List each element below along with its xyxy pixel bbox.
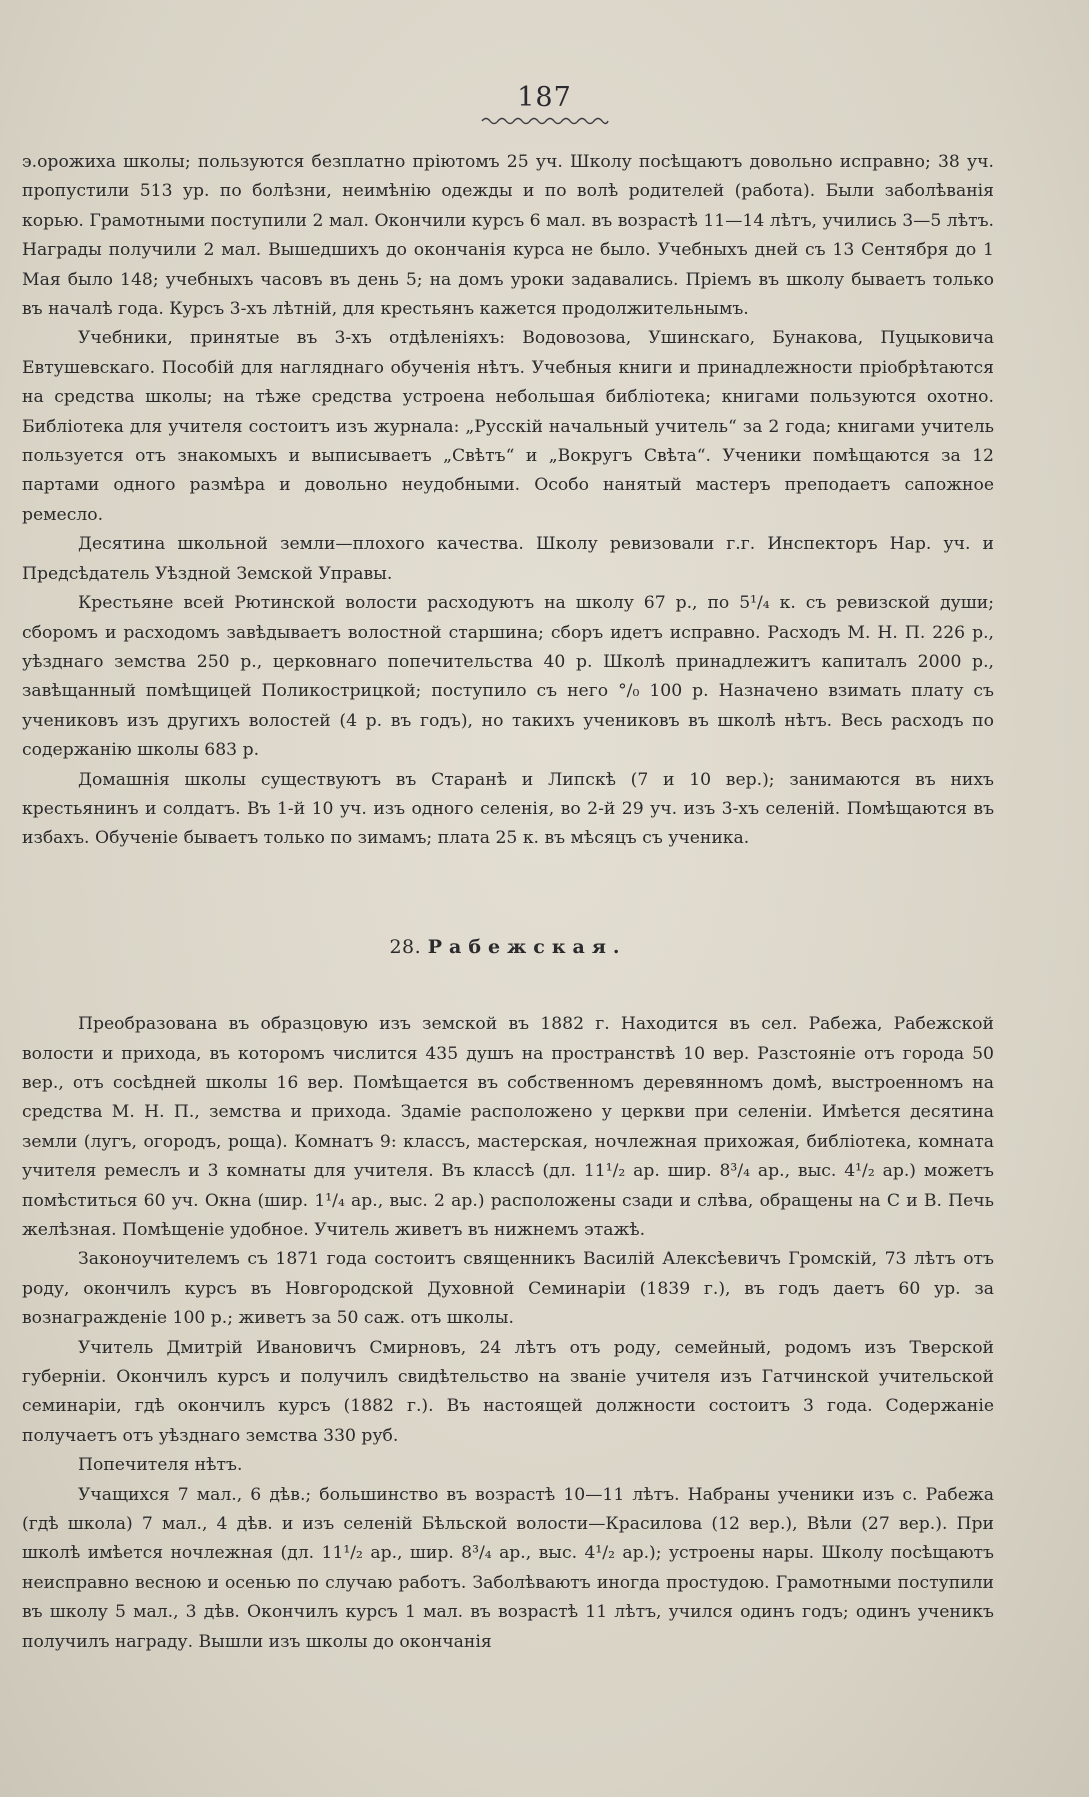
- paragraph: Попечителя нѣтъ.: [78, 1455, 243, 1476]
- text-body: [22, 148, 994, 1657]
- paragraph: Учебники, принятые въ 3-хъ отдѣленіяхъ: Водовозова, Ушинскаго, Бунакова, Пуцыковича Евтушевскаго. Пособій для нагляднаго обученія нѣтъ. Учебныя книги и принадлежности пріобрѣтаются на средства школы; на тѣже средства устроена небольшая библіотека; книгами пользуются охотно. Библіотека для учителя состоитъ изъ журнала: „Русскій начальный учитель“ за 2 года; книгами учитель пользуется отъ знакомыхъ и выписываетъ „Свѣтъ“ и „Вокругъ Свѣта“. Ученики помѣщаются за 12 партами одного размѣра и довольно неудобными. Особо нанятый мастеръ преподаетъ сапожное ремесло.: [22, 328, 994, 525]
- wavy-ornament-icon: [480, 115, 610, 125]
- page-number: 187: [517, 82, 572, 113]
- paragraph: Учащихся 7 мал., 6 дѣв.; большинство въ возрастѣ 10—11 лѣтъ. Набраны ученики изъ с. Рабежа (гдѣ школа) 7 мал., 4 дѣв. и изъ селеній Бѣльской волости—Красилова (12 вер.), Вѣли (27 вер.). При школѣ имѣется ночлежная (дл. 11¹/₂ ар., шир. 8³/₄ ар., выс. 4¹/₂ ар.); устроены нары. Школу посѣщаютъ неисправно весною и осенью по случаю работъ. Заболѣваютъ иногда простудою. Грамотными поступили въ школу 5 мал., 3 дѣв. Окончилъ курсъ 1 мал. въ возрастѣ 11 лѣтъ, учился одинъ годъ; одинъ ученикъ получилъ награду. Вышли изъ школы до окончанія: [22, 1484, 994, 1652]
- section-heading: [22, 933, 994, 962]
- section-number: 28.: [389, 935, 422, 958]
- paragraph: Домашнія школы существуютъ въ Старанѣ и Липскѣ (7 и 10 вер.); занимаются въ нихъ крестьянинъ и солдатъ. Въ 1-й 10 уч. изъ одного селенія, во 2-й 29 уч. изъ 3-хъ селеній. Помѣщаются въ избахъ. Обученіе бываетъ только по зимамъ; плата 25 к. въ мѣсяцъ съ ученика.: [22, 769, 994, 849]
- page-header: [0, 82, 1089, 125]
- paragraph: Крестьяне всей Рютинской волости расходуютъ на школу 67 р., по 5¹/₄ к. съ ревизской души; сборомъ и расходомъ завѣдываетъ волостной старшина; сборъ идетъ исправно. Расходъ М. Н. П. 226 р., уѣзднаго земства 250 р., церковнаго попечительства 40 р. Школѣ принадлежитъ капиталъ 2000 р., завѣщанный помѣщицей Поликострицкой; поступило съ него °/₀ 100 р. Назначено взимать плату съ учениковъ изъ другихъ волостей (4 р. въ годъ), но такихъ учениковъ въ школѣ нѣтъ. Весь расходъ по содержанію школы 683 р.: [22, 593, 994, 761]
- paragraph: Законоучителемъ съ 1871 года состоитъ священникъ Василій Алексѣевичъ Громскій, 73 лѣтъ отъ роду, окончилъ курсъ въ Новгородской Духовной Семинаріи (1839 г.), въ годъ даетъ 60 ур. за вознагражденіе 100 р.; живетъ за 50 саж. отъ школы.: [22, 1249, 994, 1329]
- paragraph: э.орожиха школы; пользуются безплатно пріютомъ 25 уч. Школу посѣщаютъ довольно исправно; 38 уч. пропустили 513 ур. по болѣзни, неимѣнію одежды и по волѣ родителей (работа). Были заболѣванія корью. Грамотными поступили 2 мал. Окончили курсъ 6 мал. въ возрастѣ 11—14 лѣтъ, учились 3—5 лѣтъ. Награды получили 2 мал. Вышедшихъ до окончанія курса не было. Учебныхъ дней съ 13 Сентября до 1 Мая было 148; учебныхъ часовъ въ день 5; на домъ уроки задавались. Пріемъ въ школу бываетъ только въ началѣ года. Курсъ 3-хъ лѣтній, для крестьянъ кажется продолжительнымъ.: [22, 152, 994, 320]
- paragraph: Десятина школьной земли—плохого качества. Школу ревизовали г.г. Инспекторъ Нар. уч. и Предсѣдатель Уѣздной Земской Управы.: [22, 534, 994, 584]
- section-name: Рабежская.: [427, 935, 627, 958]
- paragraph: Преобразована въ образцовую изъ земской въ 1882 г. Находится въ сел. Рабежа, Рабежской волости и прихода, въ которомъ числится 435 душъ на пространствѣ 10 вер. Разстояніе отъ города 50 вер., отъ сосѣдней школы 16 вер. Помѣщается въ собственномъ деревянномъ домѣ, выстроенномъ на средства М. Н. П., земства и прихода. Здаміе расположено у церкви при селеніи. Имѣется десятина земли (лугъ, огородъ, роща). Комнатъ 9: классъ, мастерская, ночлежная прихожая, библіотека, комната учителя ремеслъ и 3 комнаты для учителя. Въ классѣ (дл. 11¹/₂ ар. шир. 8³/₄ ар., выс. 4¹/₂ ар.) можетъ помѣститься 60 уч. Окна (шир. 1¹/₄ ар., выс. 2 ар.) расположены сзади и слѣва, обращены на С и В. Печь желѣзная. Помѣщеніе удобное. Учитель живетъ въ нижнемъ этажѣ.: [22, 1014, 994, 1240]
- paragraph: Учитель Дмитрій Ивановичъ Смирновъ, 24 лѣтъ отъ роду, семейный, родомъ изъ Тверской губерніи. Окончилъ курсъ и получилъ свидѣтельство на званіе учителя изъ Гатчинской учительской семинаріи, гдѣ окончилъ курсъ (1882 г.). Въ настоящей должности состоитъ 3 года. Содержаніе получаетъ отъ уѣзднаго земства 330 руб.: [22, 1337, 994, 1446]
